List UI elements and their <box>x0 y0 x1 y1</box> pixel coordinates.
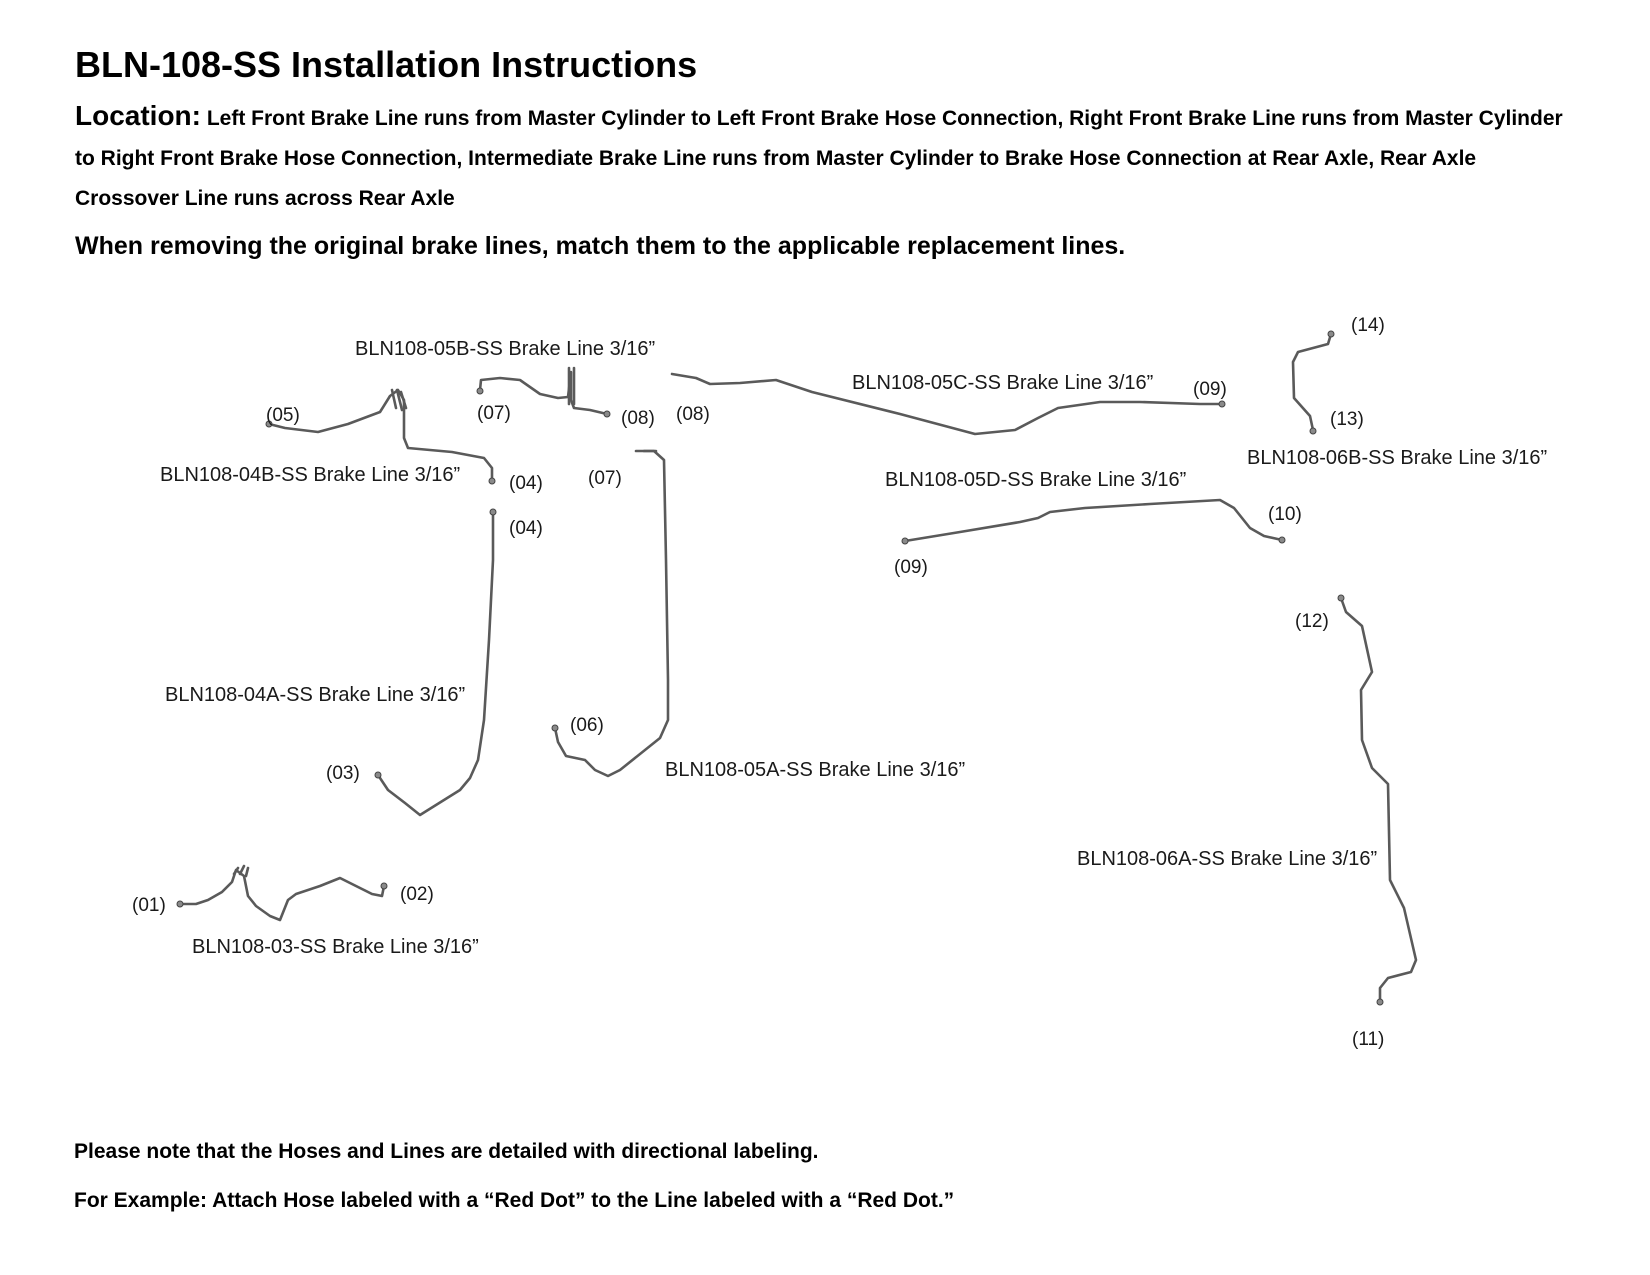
label-bln108-05d: BLN108-05D-SS Brake Line 3/16” <box>885 469 1187 491</box>
label-bln108-04b: BLN108-04B-SS Brake Line 3/16” <box>160 464 461 486</box>
label-bln108-04a: BLN108-04A-SS Brake Line 3/16” <box>165 684 466 706</box>
label-bln108-05a: BLN108-05A-SS Brake Line 3/16” <box>665 759 966 781</box>
end-label-08-b: (08) <box>676 404 710 425</box>
label-bln108-06b: BLN108-06B-SS Brake Line 3/16” <box>1247 447 1548 469</box>
end-label-12: (12) <box>1295 611 1329 632</box>
end-label-07-b: (07) <box>588 468 622 489</box>
end-label-05: (05) <box>266 405 300 426</box>
end-label-10: (10) <box>1268 504 1302 525</box>
end-label-03: (03) <box>326 763 360 784</box>
brake-line-04a <box>375 509 496 815</box>
end-label-09-b: (09) <box>894 557 928 578</box>
end-label-04-b: (04) <box>509 518 543 539</box>
note-directional-labeling: Please note that the Hoses and Lines are detailed with directional labeling. <box>74 1140 819 1163</box>
end-label-02: (02) <box>400 884 434 905</box>
instruction-text: When removing the original brake lines, match them to the applicable replacement lines. <box>75 232 1126 260</box>
end-label-04-a: (04) <box>509 473 543 494</box>
brake-line-03 <box>177 866 387 920</box>
brake-line-06b <box>1293 331 1334 434</box>
label-bln108-06a: BLN108-06A-SS Brake Line 3/16” <box>1077 848 1378 870</box>
brake-line-06a <box>1338 595 1416 1005</box>
end-label-11: (11) <box>1352 1029 1385 1050</box>
label-bln108-05b: BLN108-05B-SS Brake Line 3/16” <box>355 338 656 360</box>
end-label-13: (13) <box>1330 409 1364 430</box>
end-label-14: (14) <box>1351 315 1385 336</box>
location-text: Left Front Brake Line runs from Master Cylinder to Left Front Brake Hose Connection, Right Front Brake Line runs from Master Cylinder to Right Front Brake Hose Connection, Intermediate Brake Line runs from Master Cylinder to Brake Hose Connection at Rear Axle, Rear Axle Crossover Line runs across Rear Axle <box>75 107 1563 210</box>
page-title: BLN-108-SS Installation Instructions <box>75 44 698 85</box>
brake-line-05d <box>902 500 1285 544</box>
location-label: Location: <box>75 100 201 131</box>
end-label-07-a: (07) <box>477 403 511 424</box>
end-label-06: (06) <box>570 715 604 736</box>
end-label-09-a: (09) <box>1193 379 1227 400</box>
label-bln108-05c: BLN108-05C-SS Brake Line 3/16” <box>852 372 1154 394</box>
label-bln108-03: BLN108-03-SS Brake Line 3/16” <box>192 936 479 958</box>
note-red-dot-example: For Example: Attach Hose labeled with a “Red Dot” to the Line labeled with a “Red Dot.” <box>74 1189 955 1212</box>
end-label-01: (01) <box>132 895 166 916</box>
end-label-08-a: (08) <box>621 408 655 429</box>
